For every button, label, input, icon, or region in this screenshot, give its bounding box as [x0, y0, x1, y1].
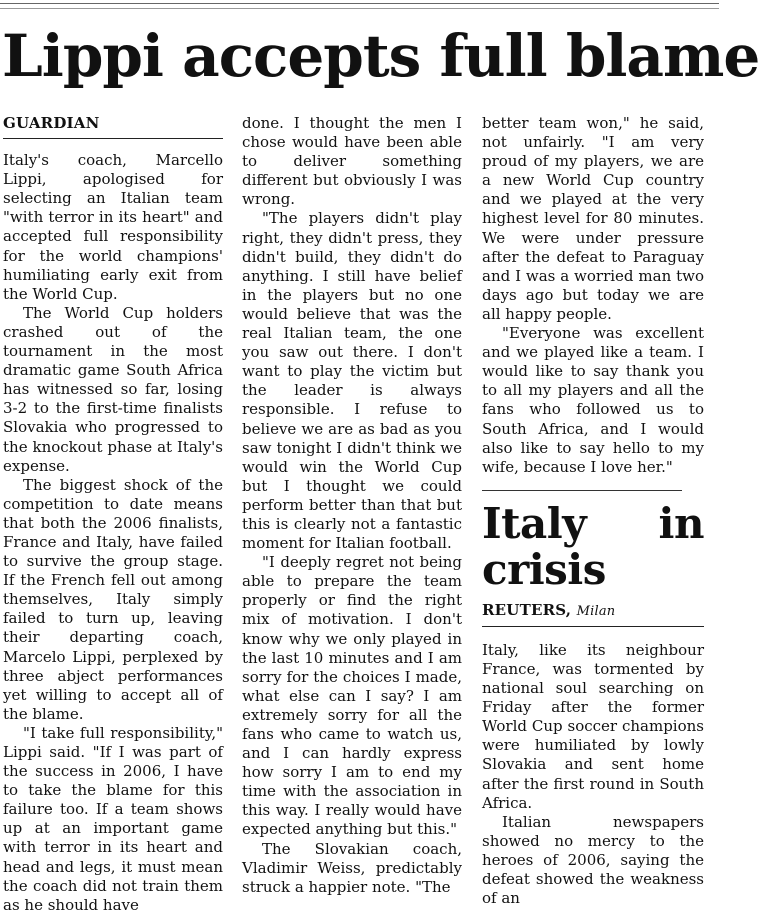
byline-place: Milan: [576, 603, 616, 619]
story-divider: [482, 490, 682, 491]
paragraph: "I deeply regret not being able to prepare the team properly or find the right mix of motivation. I don't know why we only played in the last 10 minutes and I am sorry for the choices I made, what else can I say? I am extremely sorry for all the fans who came to watch us, and I can hardly express how sorry I am to end my time with the association in this way. I really would have expected anything but this.": [242, 553, 462, 839]
paragraph: The World Cup holders crashed out of the tournament in the most dramatic game South Africa has witnessed so far, losing 3-2 to the first-time finalists Slovakia who progressed to the knockout phase at Italy's expense.: [3, 303, 223, 475]
column-2: [242, 114, 462, 896]
second-byline: [482, 601, 704, 627]
paragraph: The Slovakian coach, Vladimir Weiss, predictably struck a happier note. "The: [242, 839, 462, 896]
byline-source: REUTERS,: [482, 600, 572, 619]
paragraph: Italy, like its neighbour France, was tormented by national soul searching on Friday after the former World Cup soccer champions were humiliated by lowly Slovakia and sent home after the first round in South Africa.: [482, 640, 704, 812]
paragraph: better team won," he said, not unfairly. "I am very proud of my players, we are a new World Cup country and we played at the very highest level for 80 minutes. We were under pressure after the defeat to Paraguay and I was a worried man two days ago but today we are all happy people.: [482, 114, 704, 323]
paragraph: "I take full responsibility," Lippi said. "If I was part of the success in 2006, I have to take the blame for this failure too. If a team shows up at an important game with terror in its heart and head and legs, it must mean the coach did not train them as he should have: [3, 723, 223, 914]
column-1: [3, 114, 223, 914]
column-3: [482, 114, 704, 908]
top-rule: [0, 3, 719, 4]
main-byline: GUARDIAN: [3, 114, 223, 139]
paragraph: "The players didn't play right, they didn't press, they didn't build, they didn't do anything. I still have belief in the players but no one would believe that was the real Italian team, the one you saw out there. I don't want to play the victim but the leader is always responsible. I refuse to believe we are as bad as you saw tonight I didn't think we would win the World Cup but I thought we could perform better than that but this is clearly not a fantastic moment for Italian football.: [242, 209, 462, 553]
main-headline: Lippi accepts full blame: [2, 22, 759, 90]
paragraph: done. I thought the men I chose would have been able to deliver something different but obviously I was wrong.: [242, 114, 462, 209]
paragraph: Italian newspapers showed no mercy to the heroes of 2006, saying the defeat showed the weakness of an: [482, 812, 704, 908]
paragraph: Italy's coach, Marcello Lippi, apologised for selecting an Italian team "with terror in its heart" and accepted full responsibility for the world champions' humiliating early exit from the World Cup.: [3, 151, 223, 303]
top-rule-secondary: [0, 8, 719, 9]
paragraph: "Everyone was excellent and we played like a team. I would like to say thank you to all my players and all the fans who followed us to South Africa, and I would also like to say hello to my wife, because I love her.": [482, 324, 704, 476]
paragraph: The biggest shock of the competition to date means that both the 2006 finalists, France and Italy, have failed to survive the group stage. If the French fell out among themselves, Italy simply failed to turn up, leaving their departing coach, Marcelo Lippi, perplexed by three abject performances yet willing to accept all of the blame.: [3, 475, 223, 723]
second-headline: Italy in crisis: [482, 498, 704, 594]
